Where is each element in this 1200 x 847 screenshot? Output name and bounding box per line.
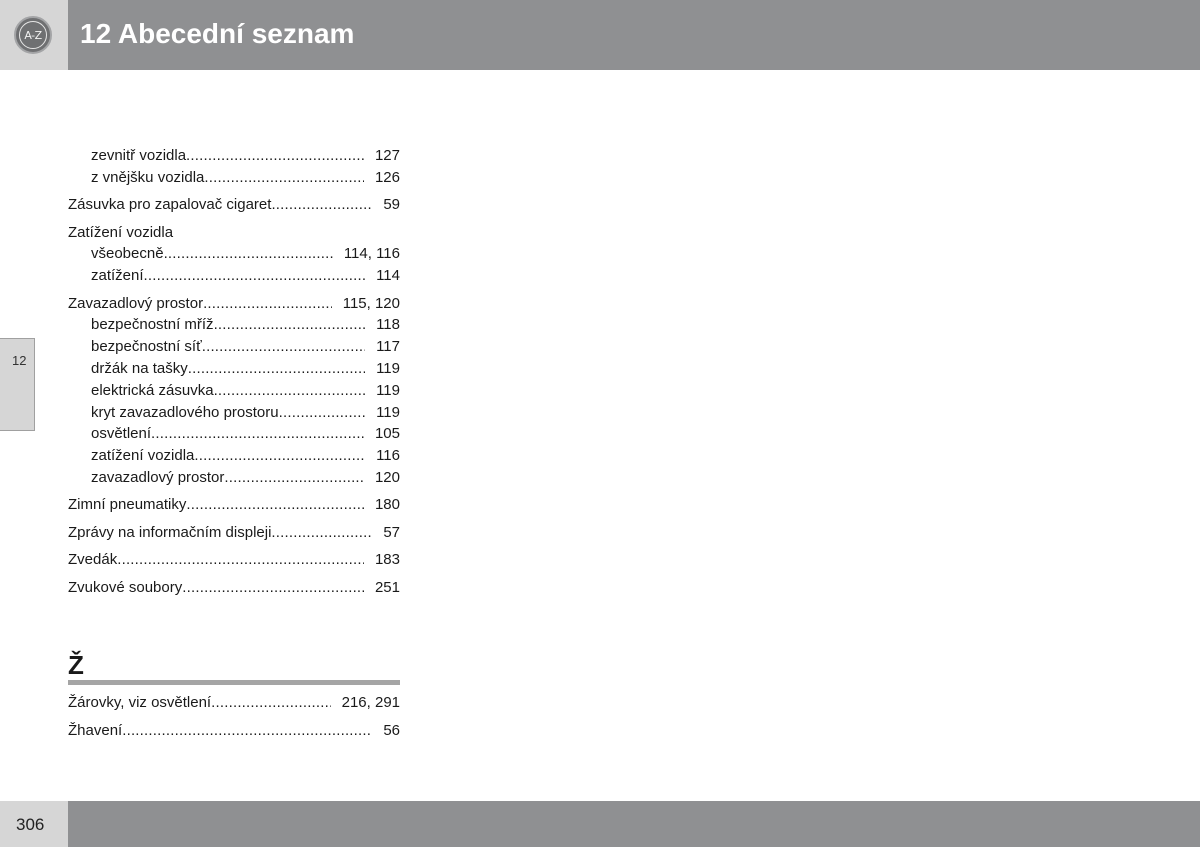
- a-z-badge-text: A-Z: [19, 21, 47, 49]
- index-entry: [68, 336, 400, 358]
- index-entry-page: 117: [376, 338, 400, 356]
- index-entry-label: Zprávy na informačním displeji: [68, 523, 272, 541]
- index-entry-label: elektrická zásuvka: [91, 381, 214, 399]
- index-entry-page: 57: [383, 523, 400, 541]
- dot-leader: [204, 167, 364, 189]
- chapter-tab-label: 12: [12, 353, 27, 368]
- header-left-panel: [0, 0, 68, 70]
- index-entry-label: Žárovky, viz osvětlení: [68, 694, 212, 712]
- page-title: 12 Abecední seznam: [80, 18, 355, 49]
- dot-leader: [202, 336, 365, 358]
- index-entry-label: Zvedák: [68, 551, 118, 569]
- index-entry-page: 114: [376, 267, 400, 285]
- dot-leader: [164, 243, 333, 265]
- index-entry: [68, 167, 400, 189]
- dot-leader: [194, 445, 365, 467]
- index-entry-page: 251: [374, 578, 400, 596]
- index-entry: [68, 577, 400, 599]
- index-entry-page: 127: [374, 147, 400, 164]
- footer-bar: [68, 801, 1200, 847]
- index-entry-page: 118: [376, 316, 400, 334]
- dot-leader: [214, 314, 366, 336]
- dot-leader: [186, 145, 364, 167]
- index-entry-label: Zásuvka pro zapalovač cigaret: [68, 196, 272, 214]
- index-entry-label: z vnějšku vozidla: [91, 168, 205, 186]
- index-entry-page: 216, 291: [341, 694, 400, 712]
- index-entry-page: 119: [376, 403, 400, 421]
- dot-leader: [188, 358, 365, 380]
- dot-leader: [186, 494, 364, 516]
- index-entry-label: kryt zavazadlového prostoru: [91, 403, 279, 421]
- index-entry-label: zatížení vozidla: [91, 447, 195, 465]
- index-entry: [68, 423, 400, 445]
- index-entry: [68, 265, 400, 287]
- index-entry-label: zevnitř vozidla: [91, 147, 187, 164]
- index-entry-label: zatížení: [91, 267, 144, 285]
- index-entry: [68, 358, 400, 380]
- index-entry: [68, 522, 400, 544]
- section-divider: [68, 680, 400, 685]
- index-entry: [68, 445, 400, 467]
- index-entry: [68, 720, 400, 742]
- a-z-index-icon: [14, 16, 52, 54]
- index-entry: [68, 243, 400, 265]
- index-entry: [68, 222, 400, 244]
- index-entry-label: Žhavení: [68, 721, 123, 739]
- index-entry-page: 105: [374, 425, 400, 443]
- index-entry-page: 116: [376, 447, 400, 465]
- index-entry-label: zavazadlový prostor: [91, 468, 225, 486]
- index-entry: [68, 380, 400, 402]
- index-entry: [68, 692, 400, 714]
- index-entry-label: osvětlení: [91, 425, 152, 443]
- index-entry: [68, 194, 400, 216]
- index-entry-label: všeobecně: [91, 245, 164, 263]
- index-entry: [68, 549, 400, 571]
- index-entry-label: Zimní pneumatiky: [68, 496, 187, 514]
- dot-leader: [117, 549, 364, 571]
- dot-leader: [224, 467, 364, 489]
- index-entry: [68, 314, 400, 336]
- index-entry: [68, 402, 400, 424]
- index-entry-page: 180: [374, 496, 400, 514]
- index-entry-label: bezpečnostní mříž: [91, 316, 214, 334]
- dot-leader: [144, 265, 366, 287]
- dot-leader: [151, 423, 364, 445]
- index-entry-page: 126: [374, 168, 400, 186]
- page-number: 306: [16, 815, 45, 834]
- index-entry: [68, 467, 400, 489]
- dot-leader: [279, 402, 365, 424]
- index-entry-label: Zavazadlový prostor: [68, 294, 204, 312]
- section-letter: Ž: [68, 650, 84, 681]
- index-entry-label: Zvukové soubory: [68, 578, 183, 596]
- dot-leader: [214, 380, 366, 402]
- index-entry-page: 119: [376, 359, 400, 377]
- index-column: [68, 145, 400, 741]
- chapter-tab: [0, 338, 35, 431]
- index-entry-page: 115, 120: [342, 294, 400, 312]
- index-entry: [68, 145, 400, 167]
- dot-leader: [211, 692, 331, 714]
- dot-leader: [203, 293, 332, 315]
- dot-leader: [271, 194, 372, 216]
- index-entry-list: [68, 145, 400, 598]
- index-entry: [68, 494, 400, 516]
- index-entry: [68, 293, 400, 315]
- dot-leader: [122, 720, 372, 742]
- section-entry-list: [68, 692, 400, 741]
- index-entry-page: 114, 116: [343, 245, 400, 263]
- index-entry-label: Zatížení vozidla: [68, 223, 174, 241]
- index-entry-page: 119: [376, 381, 400, 399]
- index-entry-page: 59: [383, 196, 400, 214]
- index-entry-page: 56: [383, 721, 400, 739]
- index-entry-page: 183: [374, 551, 400, 569]
- index-entry-label: držák na tašky: [91, 359, 188, 377]
- dot-leader: [182, 577, 364, 599]
- index-entry-page: 120: [374, 468, 400, 486]
- index-entry-label: bezpečnostní síť: [91, 338, 202, 356]
- dot-leader: [271, 522, 372, 544]
